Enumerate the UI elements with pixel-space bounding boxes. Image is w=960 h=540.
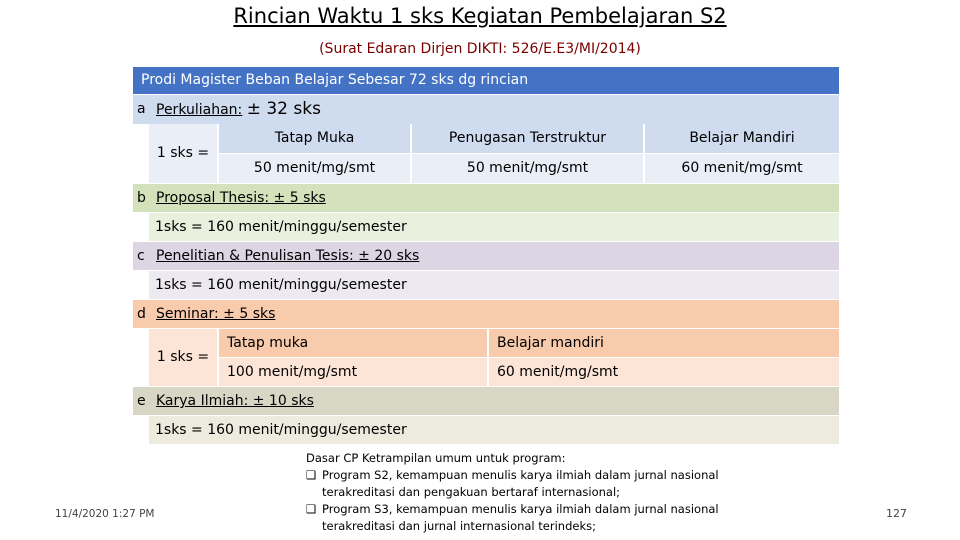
row-a [133, 95, 839, 124]
checkbox-bullet-icon: ❑ [306, 468, 317, 482]
row-c-label: Penelitian & Penulisan Tesis: ± 20 sks [156, 248, 420, 264]
footnote-line: terakreditasi dan jurnal internasional terindeks; [322, 519, 596, 533]
slide-title: Rincian Waktu 1 sks Kegiatan Pembelajaran S2 [233, 4, 727, 28]
section-amount: ± 32 sks [246, 99, 321, 119]
footnote-line: terakreditasi dan pengakuan bertaraf internasional; [322, 485, 621, 499]
row-e [133, 387, 839, 415]
row-b [133, 184, 839, 212]
col-penugasan: Penugasan Terstruktur [412, 124, 643, 153]
col-belajar-mandiri-value: 60 menit/mg/smt [645, 154, 839, 183]
row-d-label: Seminar: ± 5 sks [156, 306, 276, 322]
row-letter-c: c [137, 248, 145, 264]
footnote-block [306, 450, 719, 535]
footnote-item-text [322, 467, 719, 501]
seminar-col-tatap-muka: Tatap muka [219, 329, 487, 357]
row-e-detail: 1sks = 160 menit/minggu/semester [149, 416, 839, 444]
page-number: 127 [886, 507, 907, 520]
row-b-detail: 1sks = 160 menit/minggu/semester [149, 213, 839, 241]
row-e-label: Karya Ilmiah: ± 10 sks [156, 393, 314, 409]
footnote-item-text [322, 501, 719, 535]
section-label: Perkuliahan: [156, 102, 243, 118]
row-d [133, 300, 839, 328]
seminar-sks-equals-label: 1 sks = [149, 329, 217, 386]
footnote-item [306, 501, 719, 535]
indent-spacer [133, 124, 149, 183]
footnote-item [306, 467, 719, 501]
row-b-label: Proposal Thesis: ± 5 sks [156, 190, 326, 206]
row-letter-a: a [137, 101, 146, 117]
checkbox-bullet-icon: ❑ [306, 502, 317, 516]
seminar-col-belajar-mandiri-value: 60 menit/mg/smt [489, 358, 839, 386]
sks-equals-label: 1 sks = [149, 124, 217, 183]
row-c [133, 242, 839, 270]
col-tatap-muka: Tatap Muka [219, 124, 410, 153]
slide-subtitle: (Surat Edaran Dirjen DIKTI: 526/E.E3/MI/2014) [319, 41, 641, 57]
col-belajar-mandiri: Belajar Mandiri [645, 124, 839, 153]
row-letter-e: e [137, 393, 146, 409]
row-a-label [156, 95, 321, 124]
footer-date: 11/4/2020 1:27 PM [55, 508, 155, 520]
seminar-col-tatap-muka-value: 100 menit/mg/smt [219, 358, 487, 386]
row-c-detail: 1sks = 160 menit/minggu/semester [149, 271, 839, 299]
col-tatap-muka-value: 50 menit/mg/smt [219, 154, 410, 183]
col-penugasan-value: 50 menit/mg/smt [412, 154, 643, 183]
row-letter-b: b [137, 190, 146, 206]
footnote-line: Program S3, kemampuan menulis karya ilmiah dalam jurnal nasional [322, 502, 719, 516]
table-header: Prodi Magister Beban Belajar Sebesar 72 sks dg rincian [133, 67, 839, 94]
footnote-line: Program S2, kemampuan menulis karya ilmiah dalam jurnal nasional [322, 468, 719, 482]
seminar-col-belajar-mandiri: Belajar mandiri [489, 329, 839, 357]
row-letter-d: d [137, 306, 146, 322]
footnote-heading: Dasar CP Ketrampilan umum untuk program: [306, 451, 566, 465]
